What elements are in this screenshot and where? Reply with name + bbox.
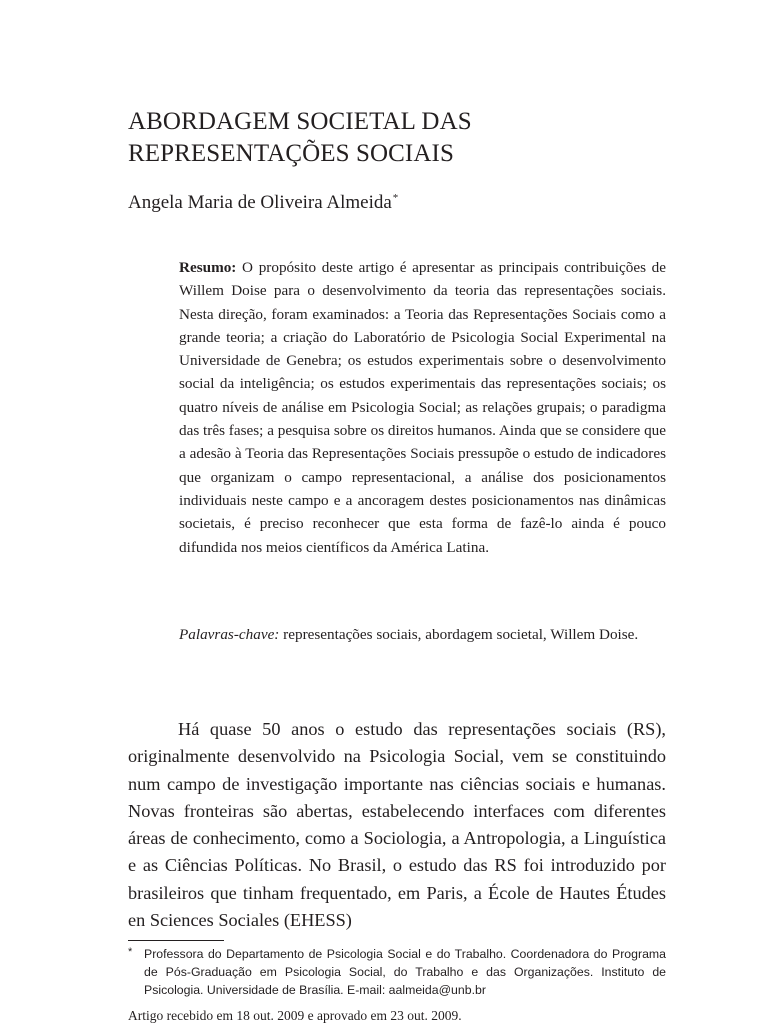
footnote-divider [128,940,224,941]
keywords-text: representações sociais, abordagem societal, Willem Doise. [279,626,639,643]
author-footnote-mark: * [392,192,399,204]
footnote-mark: * [128,946,133,958]
body-paragraph: Há quase 50 anos o estudo das representações sociais (RS), originalmente desenvolvido na Psicologia Social, vem se constituindo num campo de investigação importante nas ciências sociais e humanas. Novas fronteiras são abertas, estabelecendo interfaces com diferentes áreas de conhecimento, como a Sociologia, a Antropologia, a Linguística e as Ciências Políticas. No Brasil, o estudo das RS foi introduzido por brasileiros que tinham frequentado, em Paris, a École de Hautes Études en Sciences Sociales (EHESS) [128,719,666,931]
abstract-text: O propósito deste artigo é apresentar as principais contribuições de Willem Doise para o desenvolvimento da teoria das representações sociais. Nesta direção, foram examinados: a Teoria das Representações Sociais como a grande teoria; a criação do Laboratório de Psicologia Social Experimental na Universidade de Genebra; os estudos experimentais sobre o desenvolvimento social da inteligência; os estudos experimentais das representações sociais; os quatro níveis de análise em Psicologia Social; as relações grupais; o paradigma das três fases; a pesquisa sobre os direitos humanos. Ainda que se considere que a adesão à Teoria das Representações Sociais pressupõe o estudo de indicadores que organizam o campo representacional, a análise dos posicionamentos individuais neste campo e a ancoragem destes posicionamentos nas dinâmicas societais, é preciso reconhecer que esta forma de fazê-lo ainda é pouco difundida nos meios científicos da América Latina. [179,259,666,556]
keywords-label: Palavras-chave: [179,626,280,643]
keywords [179,623,666,646]
abstract [179,256,666,559]
author-name: Angela Maria de Oliveira Almeida [128,192,392,213]
title-line-1: ABORDAGEM SOCIETAL DAS [128,108,472,135]
footnote-text: Professora do Departamento de Psicologia Social e do Trabalho. Coordenadora do Programa de Pós-Graduação em Psicologia Social, do Trabalho e das Organizações. Instituto de Psicologia. Universidade de Brasília. E-mail: aalmeida@unb.br [144,947,666,997]
article-title [128,106,688,170]
received-date-note: Artigo recebido em 18 out. 2009 e aprovado em 23 out. 2009. [128,1008,462,1023]
title-line-2: REPRESENTAÇÕES SOCIAIS [128,140,454,167]
abstract-label: Resumo: [179,259,237,276]
author-name-block [128,186,398,215]
footnote [128,945,666,999]
